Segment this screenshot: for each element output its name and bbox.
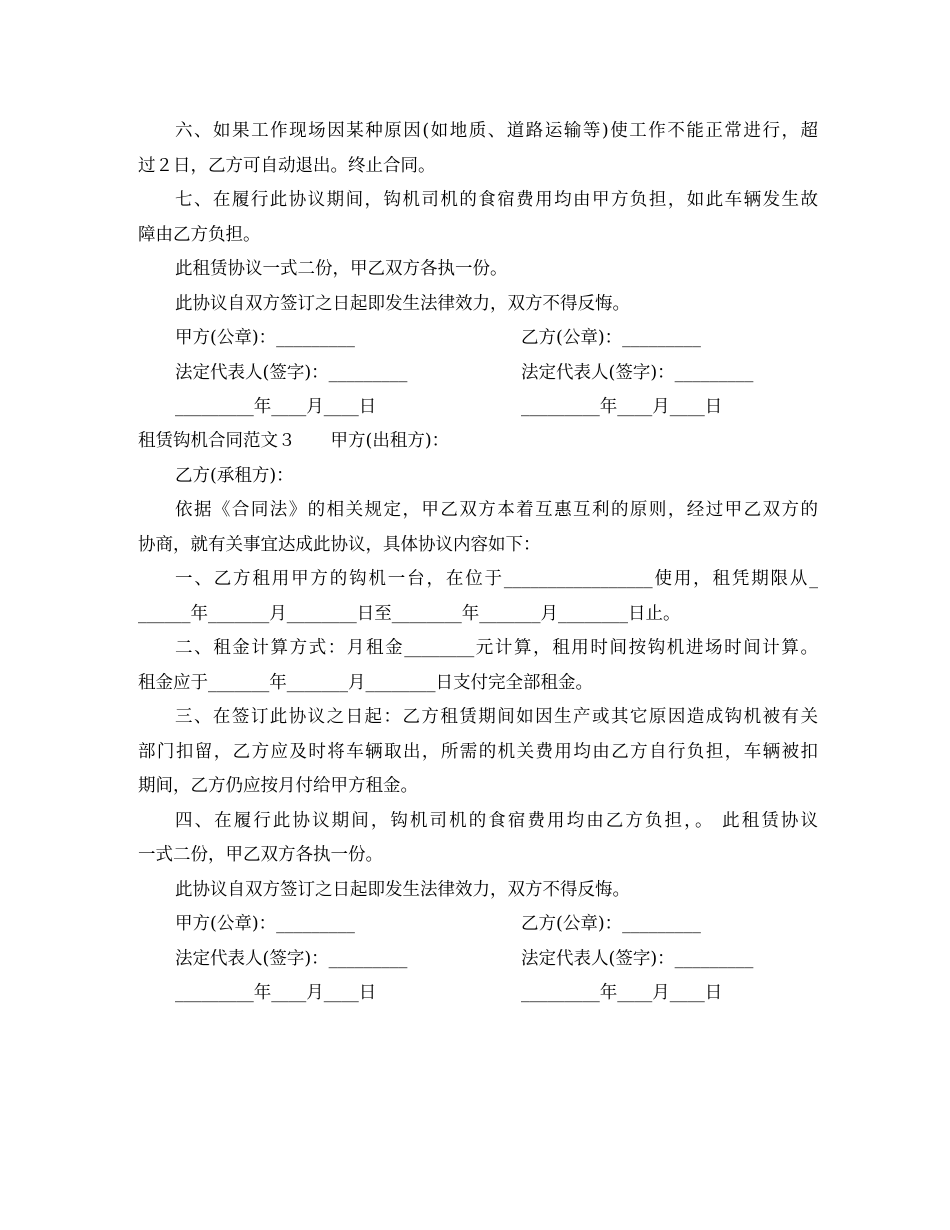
party-a-date: _________年____月____日 <box>175 397 377 417</box>
copies-statement: 此租赁协议一式二份，甲乙双方各执一份。 <box>175 259 508 279</box>
party-b-representative-2: 法定代表人(签字)：_________ <box>521 949 754 969</box>
party-a-date-2: _________年____月____日 <box>175 983 377 1003</box>
party-b-date: _________年____月____日 <box>521 397 723 417</box>
effect-statement-2: 此协议自双方签订之日起即发生法律效力，双方不得反悔。 <box>175 880 630 900</box>
intro-line-1: 依据《合同法》的相关规定，甲乙双方本着互惠互利的原则，经过甲乙双方的 <box>175 500 818 520</box>
contract-3-heading: 租赁钩机合同范文３ 甲方(出租方)： <box>138 431 450 451</box>
clause-6-line-2: 过２日，乙方可自动退出。终止合同。 <box>138 156 436 176</box>
clause-6-line-1: 六、如果工作现场因某种原因(如地质、道路运输等)使工作不能正常进行，超 <box>175 121 818 141</box>
clause-1-line-2: ______年_______月________日至________年_______月________日止。 <box>138 604 681 624</box>
party-a-seal: 甲方(公章)：_________ <box>175 328 355 348</box>
party-b-seal: 乙方(公章)：_________ <box>521 328 701 348</box>
party-b-date-2: _________年____月____日 <box>521 983 723 1003</box>
lessee-line: 乙方(承租方)： <box>175 466 294 486</box>
clause-7-line-2: 障由乙方负担。 <box>138 225 261 245</box>
party-a-seal-2: 甲方(公章)：_________ <box>175 914 355 934</box>
clause-7-line-1: 七、在履行此协议期间，钩机司机的食宿费用均由甲方负担，如此车辆发生故 <box>175 190 818 210</box>
clause-3-line-1: 三、在签订此协议之日起：乙方租赁期间如因生产或其它原因造成钩机被有关 <box>175 707 818 727</box>
effect-statement: 此协议自双方签订之日起即发生法律效力，双方不得反悔。 <box>175 294 630 314</box>
clause-3-line-3: 期间，乙方仍应按月付给甲方租金。 <box>138 776 418 796</box>
party-b-representative: 法定代表人(签字)：_________ <box>521 363 754 383</box>
clause-4-line-2: 一式二份，甲乙双方各执一份。 <box>138 845 383 865</box>
party-a-representative-2: 法定代表人(签字)：_________ <box>175 949 408 969</box>
clause-2-line-1: 二、租金计算方式：月租金________元计算，租用时间按钩机进场时间计算。 <box>175 638 818 658</box>
clause-3-line-2: 部门扣留，乙方应及时将车辆取出，所需的机关费用均由乙方自行负担，车辆被扣 <box>138 742 818 762</box>
intro-line-2: 协商，就有关事宜达成此协议，具体协议内容如下： <box>138 535 541 555</box>
clause-1-line-1: 一、乙方租用甲方的钩机一台，在位于_________________使用，租凭期限从_ <box>175 569 818 589</box>
clause-4-line-1: 四、在履行此协议期间，钩机司机的食宿费用均由乙方负担，。 此租赁协议 <box>175 811 818 831</box>
party-a-representative: 法定代表人(签字)：_________ <box>175 363 408 383</box>
clause-2-line-2: 租金应于_______年_______月________日支付完全部租金。 <box>138 673 593 693</box>
party-b-seal-2: 乙方(公章)：_________ <box>521 914 701 934</box>
